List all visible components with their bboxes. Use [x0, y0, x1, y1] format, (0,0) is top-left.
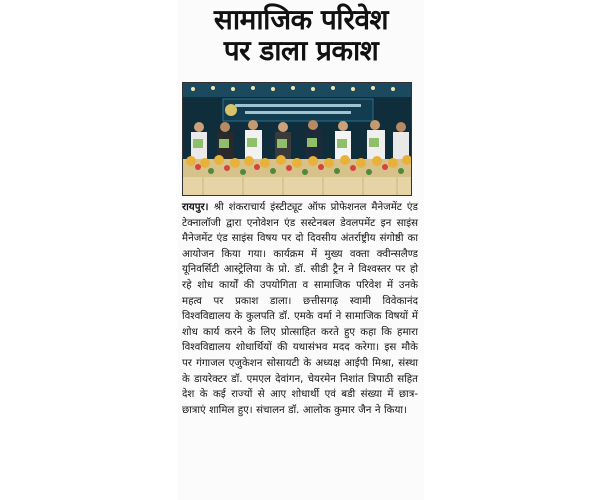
- seminar-photo: [182, 82, 412, 196]
- article-text: श्री शंकराचार्य इंस्टीट्यूट ऑफ प्रोफेशनल मैनेजमेंट एंड टेक्नालॉजी द्वारा एनोवेशन एंड सस्टेनबल डेवलपमेंट इन साइंस मैनेजमेंट एंड साइंस विषय पर दो दिवसीय अंतर्राष्ट्रीय संगोष्ठी का आयोजन किया गया। कार्यक्रम में मुख्य वक्ता क्वीन्सलैण्ड यूनिवर्सिटी आस्ट्रेलिया के प्रो. डॉ. सीडी ट्रैन ने विश्वस्तर पर हो रहे शोध कार्यों की उपयोगिता व सामाजिक परिवेश में उनके महत्व पर प्रकाश डाला। छत्तीसगढ़ स्वामी विवेकानंद विश्वविद्यालय के कुलपति डॉ. एमके वर्मा ने सामाजिक विषयों में शोध कार्य करने के लिए प्रोत्साहित करते हुए कहा कि हमारा विश्वविद्यालय शोधार्थियों की यथासंभव मदद करेगा। इस मौके पर गंगाजल एजुकेशन सोसायटी के अध्यक्ष आईपी मिश्रा, संस्था के डायरेक्टर डॉ. एमएल देवांगन, चेयरमेन निशांत त्रिपाठी सहित देश के कई राज्यों से आए शोधार्थी एवं बडी संख्या में छात्र-छात्राएं शामिल हुए। संचालन डॉ. आलोक कुमार जैन ने किया।: [182, 202, 419, 416]
- headline: [178, 0, 424, 67]
- seminar-photo-illustration: [183, 83, 411, 195]
- headline-line-1: सामाजिक परिवेश: [213, 3, 389, 36]
- article-body: [182, 200, 418, 418]
- newspaper-clipping: [178, 0, 424, 500]
- article-dateline: रायपुर।: [182, 202, 214, 213]
- headline-line-2: पर डाला प्रकाश: [223, 34, 379, 68]
